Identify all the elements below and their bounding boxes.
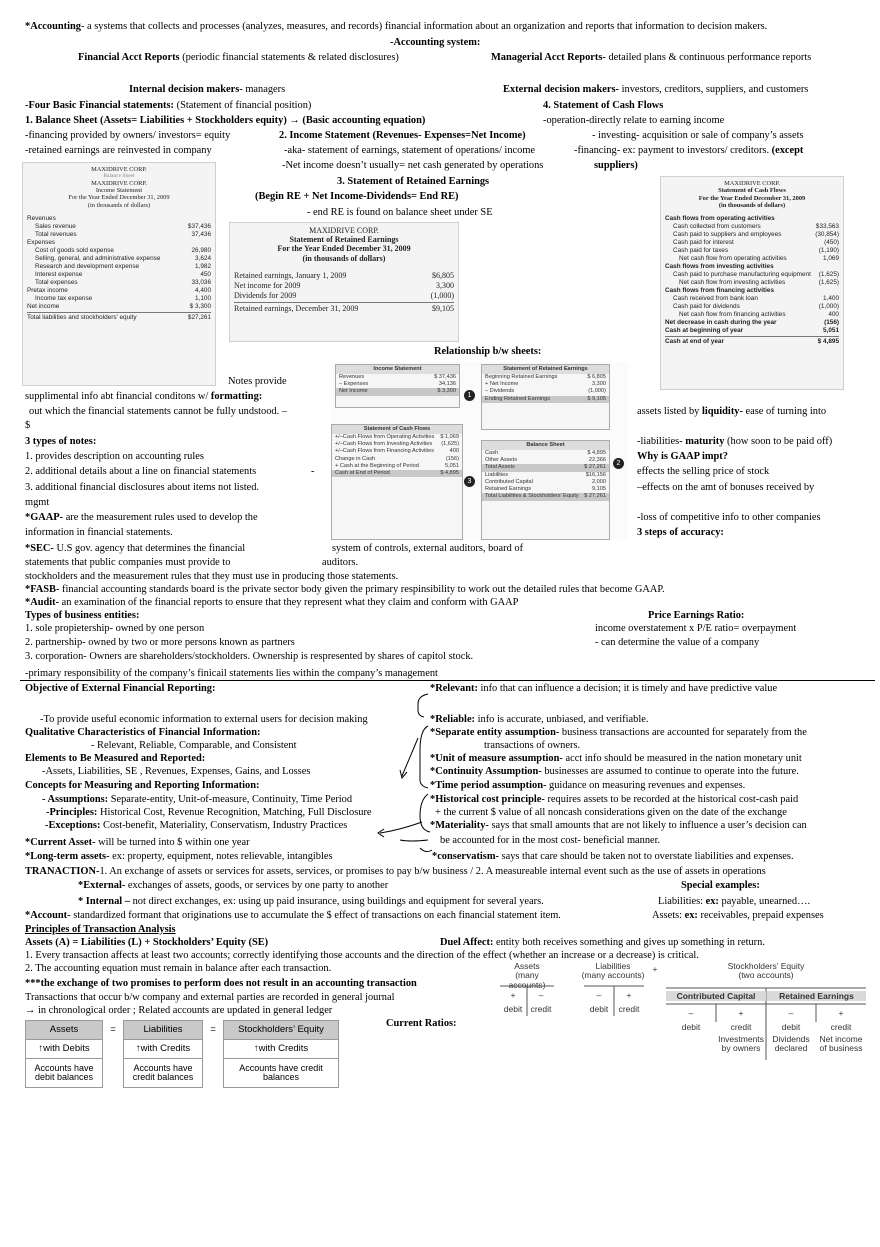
- primary-responsibility: -primary responsibility of the company’s finicail statements lies within the company’s management: [25, 668, 438, 679]
- objective-heading: Objective of External Financial Reporting:: [25, 683, 216, 694]
- effects-stock: effects the selling price of stock: [637, 466, 770, 477]
- qualitative-text: - Relevant, Reliable, Comparable, and Consistent: [91, 740, 297, 751]
- elements-heading: Elements to Be Measured and Reported:: [25, 753, 206, 764]
- auditors: auditors.: [322, 557, 359, 568]
- section-divider: [20, 680, 875, 681]
- system-controls: system of controls, external auditors, board of: [332, 543, 524, 554]
- row-pretax: Pretax income 4,400: [27, 287, 211, 295]
- principles-heading: Principles of Transaction Analysis: [25, 924, 176, 935]
- accounting-equation: Assets (A) = Liabilities (L) + Stockholders’ Equity (SE): [25, 937, 269, 948]
- t-retained-earnings: Retained Earnings: [767, 991, 866, 1001]
- assets-examples: Assets: ex: receivables, prepaid expenses: [652, 910, 824, 921]
- eq-se-credits: ↑with Credits: [224, 1040, 339, 1059]
- unit-measure-line: *Unit of measure assumption- acct info should be measured in the nation monetary unit: [430, 753, 802, 764]
- eq-liabilities: Liabilities: [124, 1021, 203, 1040]
- fasb-definition: *FASB- financial accounting standards board is the private sector body given the primary respinsibility to work out the detailed rules that become GAAP.: [25, 584, 665, 595]
- liabilities-examples: Liabilities: ex: payable, unearned….: [658, 896, 811, 907]
- eq-equals-2: =: [203, 1021, 224, 1040]
- badge-3: 3: [464, 476, 475, 487]
- loss-competitive: -loss of competitive info to other companies: [637, 512, 821, 523]
- eq-liab-credits: ↑with Credits: [124, 1040, 203, 1059]
- relationship-diagram: [331, 362, 628, 540]
- notes-mgmt: mgmt: [25, 497, 50, 508]
- steps-accuracy: 3 steps of accuracy:: [637, 527, 724, 538]
- cf-financing-note: -financing- ex: payment to investors/ creditors. (except: [574, 145, 804, 156]
- row-tax: Income tax expense 1,100: [35, 295, 211, 303]
- t-se-title: Stockholders’ Equity (two accounts): [727, 961, 805, 981]
- t-net-income: Net income of business: [819, 1034, 863, 1054]
- row-re-ni: Net income for 2009 3,300: [234, 280, 454, 290]
- t-liab-title: Liabilities (many accounts): [581, 961, 645, 981]
- eq-assets-balance: Accounts have debit balances: [26, 1059, 103, 1088]
- rel-retained-earnings: Statement of Retained Earnings Beginning Retained Earnings $ 6,805 + Net Income 3,300 – Dividends (1,000) Ending Retained Earnings $ 9,105: [481, 364, 610, 430]
- balance-sheet-heading: 1. Balance Sheet (Assets= Liabilities + Stockholders equity) → (Basic accounting equation): [25, 115, 426, 126]
- net-income-note: -Net income doesn’t usually= net cash generated by operations: [282, 160, 544, 171]
- aka-note: -aka- statement of earnings, statement of operations/ income: [284, 145, 536, 156]
- cash-flow-figure: MAXIDRIVE CORP. Statement of Cash Flows For the Year Ended December 31, 2009 (in thousands of dollars) Cash flows from operating activities Cash collected from customers $33,563 Cash paid to suppliers and employees (30,854) Cash paid for interest (450) Cash paid for taxes (1,190) Net cash flow from operating activities 1,069 Cash flows from investing activities Cash paid to purchase manufacturing equipment (1,625) Net cash flow from investing activities (1,625) Cash flows from financing activities Cash received from bank loan 1,400 Cash paid for dividends (1,000) Net cash flow from financing activities 400 Net decrease in cash during the year (156) Cash at beginning of year 5,051 Cash at end of year $ 4,895: [660, 176, 844, 390]
- cf-operation-note: -operation-directly relate to earning income: [543, 115, 725, 126]
- sec-definition: *SEC- U.S gov. agency that determines the financial: [25, 543, 246, 554]
- t-assets-title: Assets (many accounts): [508, 961, 546, 990]
- row-sales: Sales revenue $37,436: [35, 223, 211, 231]
- materiality-line-2: be accounted for in the most cost- beneficial manner.: [440, 835, 661, 846]
- business-entities-heading: Types of business entities:: [25, 610, 140, 621]
- sec-definition-2: statements that public companies must provide to: [25, 557, 231, 568]
- materiality-line: *Materiality- says that small amounts that are not likely to influence a user’s decision can: [430, 820, 807, 831]
- row-total-expenses: Total expenses 33,036: [35, 279, 211, 287]
- why-gaap-heading: Why is GAAP impt?: [637, 451, 728, 462]
- note-2: 2. additional details about a line on financial statements: [25, 466, 257, 477]
- accounting-system-heading: -Accounting system:: [390, 37, 481, 48]
- row-net-income: Net income $ 3,300: [27, 303, 211, 311]
- assumptions-line: - Assumptions: Separate-entity, Unit-of-measure, Continuity, Time Period: [42, 794, 353, 805]
- note-1: 1. provides description on accounting rules: [25, 451, 204, 462]
- long-term-line: *Long-term assets- ex: property, equipment, notes relievable, intangibles: [25, 851, 333, 862]
- managerial-acct-reports: Managerial Acct Reports- detailed plans & continuous performance reports: [491, 52, 812, 63]
- sre-formula: (Begin RE + Net Income-Dividends= End RE): [255, 191, 459, 202]
- row-expenses: Expenses: [27, 239, 56, 247]
- t-contributed-capital: Contributed Capital: [666, 991, 766, 1001]
- internal-transaction: * Internal – not direct exchanges, ex: using up paid insurance, using buildings and equipment for several years.: [78, 896, 544, 907]
- account-definition: *Account- standardized formant that originations use to accumulate the $ effect of transactions on each financial statement item.: [25, 910, 561, 921]
- rel-balance-sheet: Balance Sheet Cash $ 4,895 Other Assets 22,366 Total Assets $ 27,261 Liabilities $16,156 Contributed Capital 2,000 Retained Earnings 9,105 Total Liabilities & Stockholders’ Equity $ 27,261: [481, 440, 610, 540]
- badge-1: 1: [464, 390, 475, 401]
- financing-note: -financing provided by owners/ investors= equity: [25, 130, 231, 141]
- retained-earnings-figure: MAXIDRIVE CORP. Statement of Retained Earnings For the Year Ended December 31, 2009 (in thousands of dollars) Retained earnings, January 1, 2009 $6,805 Net income for 2009 3,300 Dividends for 2009 (1,000) Retained earnings, December 31, 2009 $9,105: [229, 222, 459, 342]
- accounting-equation-table: [25, 1020, 339, 1088]
- historical-cost-line-2: + the current $ value of all noncash considerations given on the date of the exchange: [435, 807, 787, 818]
- separate-entity-line-2: transactions of owners.: [484, 740, 581, 751]
- stockholders-note: stockholders and the measurement rules that they must use in producing those statements.: [25, 571, 399, 582]
- sre-heading: 3. Statement of Retained Earnings: [337, 176, 490, 187]
- row-cogs: Cost of goods sold expense 26,980: [35, 247, 211, 255]
- external-decision-makers: External decision makers- investors, creditors, suppliers, and customers: [503, 84, 809, 95]
- gaap-definition: *GAAP- are the measurement rules used to develop the: [25, 512, 258, 523]
- notes-types-heading: 3 types of notes:: [25, 436, 97, 447]
- general-ledger-note: → in chronological order ; Related accounts are updated in general ledger: [25, 1005, 333, 1016]
- accounting-definition: *Accounting- a systems that collects and processes (analyzes, measures, and records) financial information about an organization and reports that information to decision makers.: [25, 21, 768, 32]
- eq-se: Stockholders’ Equity: [224, 1021, 339, 1040]
- row-re-div: Dividends for 2009 (1,000): [234, 290, 454, 300]
- duel-affect: Duel Affect: entity both receives something and gives up something in return.: [440, 937, 765, 948]
- row-total-liabilities: Total liabilities and stockholders’ equity $27,261: [27, 314, 211, 322]
- concepts-heading: Concepts for Measuring and Reporting Information:: [25, 780, 260, 791]
- income-statement-heading: 2. Income Statement (Revenues- Expenses=Net Income): [279, 130, 526, 141]
- principles-line: -Principles: Historical Cost, Revenue Recognition, Matching, Full Disclosure: [46, 807, 372, 818]
- separate-entity-line: *Separate entity assumption- business transactions are accounted for separately from the: [430, 727, 807, 738]
- note-dash: -: [311, 466, 315, 477]
- transaction-definition: TRANACTION-1. An exchange of assets or services for assets, services, or promises to pay b/w business / 2. A measureable internal event such as the use of assets in operations: [25, 866, 766, 877]
- time-period-line: *Time period assumption- guidance on measuring revenues and expenses.: [430, 780, 746, 791]
- financial-acct-reports: Financial Acct Reports (periodic financial statements & related disclosures): [78, 52, 399, 63]
- pe-ratio-heading: Price Earnings Ratio:: [648, 610, 745, 621]
- current-asset-line: *Current Asset- will be turned into $ within one year: [25, 837, 250, 848]
- audit-definition: *Audit- an examination of the financial reports to ensure that they represent what they claim and conform with GAAP: [25, 597, 519, 608]
- continuity-line: *Continuity Assumption- businesses are assumed to continue to operate into the future.: [430, 766, 799, 777]
- row-total-revenues: Total revenues 37,436: [35, 231, 211, 239]
- t-investments: Investments by owners: [718, 1034, 764, 1054]
- eq-assets: Assets: [26, 1021, 103, 1040]
- suppliers-note: suppliers): [594, 160, 638, 171]
- conservatism-line: *conservatism- says that care should be taken not to overstate liabilities and expenses.: [432, 851, 794, 862]
- eq-liab-balance: Accounts have credit balances: [124, 1059, 203, 1088]
- transaction-rule-1: 1. Every transaction affects at least two accounts; correctly identifying those accounts and the direction of the effect (whether an increase or a decrease) is critical.: [25, 950, 699, 961]
- gaap-definition-2: information in financial statements.: [25, 527, 173, 538]
- row-interest: Interest expense 450: [35, 271, 211, 279]
- t-dividends: Dividends declared: [772, 1034, 810, 1054]
- current-ratios-heading: Current Ratios:: [386, 1018, 457, 1029]
- reliable-line: *Reliable: info is accurate, unbiased, and verifiable.: [430, 714, 649, 725]
- income-statement-figure: MAXIDRIVE CORP. Balance Sheet MAXIDRIVE CORP. Income Statement For the Year Ended December 31, 2009 (in thousands of dollars) Revenues Sales revenue $37,436 Total revenues 37,436 Expenses Cost of goods sold expense 26,980 Selling, general, and administrative expense 3,624 Research and development expense 1,982 Interest expense 450 Total expenses 33,036 Pretax income 4,400 Income tax expense 1,100 Net income $ 3,300 Total liabilities and stockholders’ equity $27,261: [22, 162, 216, 386]
- historical-cost-line: *Historical cost principle- requires assets to be recorded at the historical cost-cash paid: [430, 794, 799, 805]
- note-3: 3. additional financial disclosures about items not listed.: [25, 482, 260, 493]
- pe-overpayment: income overstatement x P/E ratio= overpayment: [595, 623, 797, 634]
- eq-se-balance: Accounts have credit balances: [224, 1059, 339, 1088]
- general-journal-note: Transactions that occur b/w company and external parties are recorded in general journal: [25, 992, 395, 1003]
- pe-value: - can determine the value of a company: [595, 637, 760, 648]
- notes-dollar: $: [25, 420, 31, 431]
- relationship-heading: Relationship b/w sheets:: [434, 346, 542, 357]
- badge-2: 2: [613, 458, 624, 469]
- notes-provide: Notes provide: [228, 376, 287, 387]
- sre-end-note: - end RE is found on balance sheet under SE: [307, 207, 493, 218]
- notes-supplemental: supplimental info abt financial conditons w/ formatting:: [25, 391, 263, 402]
- row-re-end: Retained earnings, December 31, 2009 $9,105: [234, 303, 454, 313]
- transaction-rule-2: 2. The accounting equation must remain in balance after each transaction.: [25, 963, 332, 974]
- internal-decision-makers: Internal decision makers- managers: [129, 84, 286, 95]
- liquidity-note: assets listed by liquidity- ease of turning into: [637, 406, 827, 417]
- rel-cash-flows: Statement of Cash Flows +/–Cash Flows from Operating Activities $ 1,069 +/–Cash Flows from Investing Activities (1,625) +/–Cash Flows from Financing Activities 400 Change in Cash (156) + Cash at the Beginning of Period 5,051 Cash at End of Period $ 4,895: [331, 424, 463, 540]
- exchange-note: ***the exchange of two promises to perform does not result in an accounting transaction: [25, 978, 417, 989]
- maturity-note: -liabilities- maturity (how soon to be paid off): [637, 436, 833, 447]
- row-revenues: Revenues: [27, 215, 56, 223]
- relevant-line: *Relevant: info that can influence a decision; it is timely and have predictive value: [430, 683, 778, 694]
- objective-text: -To provide useful economic information to external users for decision making: [40, 714, 368, 725]
- row-sga: Selling, general, and administrative expense 3,624: [35, 255, 211, 263]
- cf-investing-note: - investing- acquisition or sale of company’s assets: [592, 130, 804, 141]
- business-corporation: 3. corporation- Owners are shareholders/stockholders. Ownership is respresented by shares of capitol stock.: [25, 651, 474, 662]
- t-account-diagram: Assets (many accounts) Liabilities (many accounts) + Stockholders’ Equity (two accounts) + – debit credit – + debit credit Contributed Capital Retained Earnings – + debit credit – + debit credit Investments by owners Dividends declared Net income of business: [496, 960, 868, 1060]
- notes-out: out which the financial statements cannot be fully undstood. –: [29, 406, 287, 417]
- eq-equals-1: =: [103, 1021, 124, 1040]
- special-examples-heading: Special examples:: [681, 880, 760, 891]
- row-re-begin: Retained earnings, January 1, 2009 $6,805: [234, 270, 454, 280]
- external-transaction: *External- exchanges of assets, goods, or services by one party to another: [78, 880, 389, 891]
- eq-assets-debits: ↑with Debits: [26, 1040, 103, 1059]
- rel-income-statement: Income Statement Revenues $ 37,436 – Expenses 34,136 Net Income $ 3,300: [335, 364, 460, 408]
- exceptions-line: -Exceptions: Cost-benefit, Materiality, Conservatism, Industry Practices: [45, 820, 348, 831]
- cash-flow-heading: 4. Statement of Cash Flows: [543, 100, 664, 111]
- business-partnership: 2. partnership- owned by two or more persons known as partners: [25, 637, 295, 648]
- qualitative-heading: Qualitative Characteristics of Financial Information:: [25, 727, 261, 738]
- effects-bonuses: –effects on the amt of bonuses received by: [637, 482, 815, 493]
- bracket-arrows: [370, 690, 440, 860]
- retained-earnings-note: -retained earnings are reinvested in company: [25, 145, 212, 156]
- four-statements-heading: -Four Basic Financial statements: (Statement of financial position): [25, 100, 312, 111]
- row-rd: Research and development expense 1,982: [35, 263, 211, 271]
- business-sole: 1. sole propietership- owned by one person: [25, 623, 205, 634]
- elements-text: -Assets, Liabilities, SE , Revenues, Expenses, Gains, and Losses: [42, 766, 311, 777]
- t-plus: +: [652, 964, 658, 974]
